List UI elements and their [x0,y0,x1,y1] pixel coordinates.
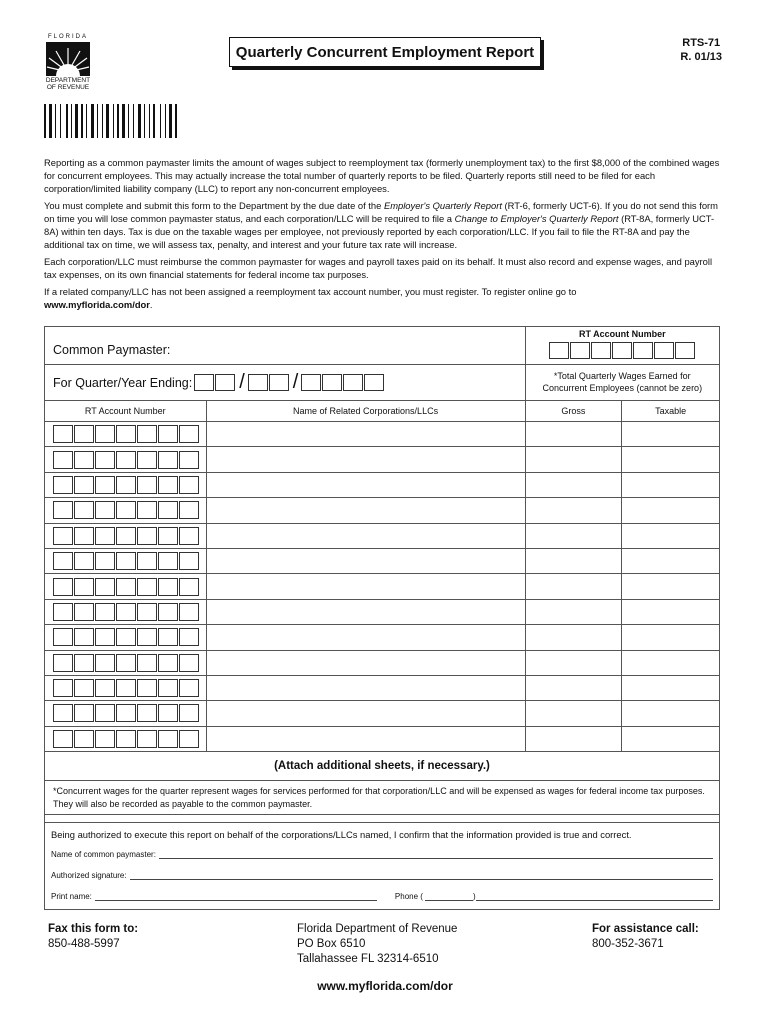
paymaster-rt-account-boxes[interactable] [549,342,696,359]
barcode-bar [117,104,119,138]
row-gross-wages[interactable] [526,600,623,624]
row-related-corp-name[interactable] [207,600,526,624]
row-rt-account-boxes[interactable] [45,651,207,675]
barcode-bar [97,104,98,138]
row-taxable-wages[interactable] [622,473,719,497]
intro-p2-part-c: (RT-6, formerly UCT-6). If you do not send this form on time you will lose common paymaster status, and each corporation/LLC will be required to file a [44,200,718,224]
barcode-bar [49,104,52,138]
row-taxable-wages[interactable] [622,524,719,548]
row-related-corp-name[interactable] [207,701,526,725]
row-gross-wages[interactable] [526,422,623,446]
barcode-bar [44,104,46,138]
barcode-bar [160,104,161,138]
table-row [45,524,719,549]
table-row [45,676,719,701]
total-wages-note-line-1: *Total Quarterly Wages Earned for [553,371,691,381]
row-related-corp-name[interactable] [207,651,526,675]
spacer [45,815,719,823]
certification-block [45,823,719,910]
phone-label: Phone ( [394,892,423,902]
intro-p2-change-ref: Change to Employer's Quarterly Report [454,213,619,224]
barcode-bar [106,104,109,138]
col-related-corps: Name of Related Corporations/LLCs [207,401,526,421]
row-related-corp-name[interactable] [207,422,526,446]
attach-note: (Attach additional sheets, if necessary.) [274,760,490,773]
row-gross-wages[interactable] [526,574,623,598]
row-related-corp-name[interactable] [207,625,526,649]
city: Tallahassee FL 32314-6510 [297,953,439,965]
row-taxable-wages[interactable] [622,447,719,471]
row-related-corp-name[interactable] [207,473,526,497]
barcode-bar [86,104,87,138]
row-related-corp-name[interactable] [207,498,526,522]
row-rt-account-boxes[interactable] [45,473,207,497]
row-rt-account-boxes[interactable] [45,447,207,471]
barcode-bar [55,104,56,138]
intro-p2-part-a: You must complete and submit this form to the Department by the due date of the [44,200,384,211]
col-rt-account: RT Account Number [45,401,207,421]
barcode-bar [60,104,61,138]
row-gross-wages[interactable] [526,727,623,751]
row-taxable-wages[interactable] [622,625,719,649]
row-gross-wages[interactable] [526,701,623,725]
sun-logo-icon [46,42,90,76]
barcode-bar [169,104,172,138]
row-taxable-wages[interactable] [622,422,719,446]
row-rt-account-boxes[interactable] [45,727,207,751]
row-gross-wages[interactable] [526,498,623,522]
date-slash: / [239,371,245,393]
row-taxable-wages[interactable] [622,600,719,624]
row-taxable-wages[interactable] [622,651,719,675]
intro-paragraph-2 [44,199,726,251]
row-taxable-wages[interactable] [622,676,719,700]
table-row [45,625,719,650]
barcode-bar [113,104,114,138]
row-rt-account-boxes[interactable] [45,422,207,446]
row-gross-wages[interactable] [526,549,623,573]
row-taxable-wages[interactable] [622,574,719,598]
row-related-corp-name[interactable] [207,676,526,700]
barcode-bar [149,104,150,138]
signature-line[interactable] [51,871,713,880]
quarter-year-label: For Quarter/Year Ending: [53,375,193,390]
table-row [45,701,719,726]
row-related-corp-name[interactable] [207,447,526,471]
intro-p4-text: If a related company/LLC has not been assigned a reemployment tax account number, you must register. To register online go to [44,286,577,297]
mail-block [297,922,457,967]
name-label: Name of common paymaster: [51,850,156,860]
row-rt-account-boxes[interactable] [45,625,207,649]
report-form [44,326,720,910]
barcode-bar [133,104,134,138]
barcode-bar [122,104,125,138]
table-row [45,727,719,752]
website-link[interactable]: www.myflorida.com/dor [317,979,453,993]
certify-text: Being authorized to execute this report on behalf of the corporations/LLCs named, I confirm that the information provided is true and correct. [51,829,632,841]
barcode-bar [138,104,141,138]
barcode-bar [153,104,155,138]
barcode-bar [175,104,177,138]
dept-name: Florida Department of Revenue [297,923,458,935]
table-row [45,651,719,676]
row-rt-account-boxes[interactable] [45,549,207,573]
row-related-corp-name[interactable] [207,549,526,573]
col-gross: Gross [526,401,623,421]
table-row [45,600,719,625]
barcode-bar [165,104,166,138]
related-corps-table [45,422,719,752]
form-revision: R. 01/13 [680,51,722,63]
row-rt-account-boxes[interactable] [45,676,207,700]
barcode-bar [91,104,94,138]
register-link[interactable]: www.myflorida.com/dor [44,299,150,310]
row-rt-account-boxes[interactable] [45,498,207,522]
intro-text [44,156,726,315]
table-row [45,498,719,523]
fax-number: 850-488-5997 [48,938,120,950]
logo-dept-line-2: OF REVENUE [46,84,90,91]
florida-dor-logo [44,34,92,94]
print-name-label: Print name: [51,892,92,902]
row-rt-account-boxes[interactable] [45,701,207,725]
phone-number-field[interactable] [476,893,713,901]
signature-label: Authorized signature: [51,871,127,881]
po-box: PO Box 6510 [297,938,366,950]
intro-p2-form-ref: Employer's Quarterly Report [383,200,502,211]
rt-account-number-header: RT Account Number [578,329,666,339]
form-number-id: RTS-71 [682,37,721,49]
total-wages-note [526,365,719,400]
barcode-bar [66,104,68,138]
row-rt-account-boxes[interactable] [45,574,207,598]
row-taxable-wages[interactable] [622,727,719,751]
row-related-corp-name[interactable] [207,524,526,548]
intro-paragraph-3: Each corporation/LLC must reimburse the common paymaster for wages and payroll taxes paid on its behalf. It must also record and expense wages, and payroll tax expenses, on its own financial statements for federal income tax purposes. [44,256,713,280]
row-gross-wages[interactable] [526,625,623,649]
logo-dept-line-1: DEPARTMENT [45,77,91,84]
form-number [680,36,722,64]
row-gross-wages[interactable] [526,524,623,548]
row-rt-account-boxes[interactable] [45,600,207,624]
row-gross-wages[interactable] [526,473,623,497]
phone-close: ) [472,892,476,902]
intro-paragraph-4 [44,285,726,311]
row-gross-wages[interactable] [526,447,623,471]
row-taxable-wages[interactable] [622,701,719,725]
intro-p2-part-e: (RT-8A, formerly UCT-8A) within ten days. Tax is due on the taxable wages per employee, not previously reported by each corporation/LLC. If you fail to file the RT-8A and pay the additional tax on time, we will assess tax, penalty, and interest and your future tax rate will increase. [44,213,715,250]
table-row [45,473,719,498]
barcode-bar [75,104,78,138]
assist-label: For assistance call: [592,923,699,935]
col-taxable: Taxable [655,406,687,416]
barcode-bar [102,104,103,138]
fax-block [48,922,138,952]
logo-state-text: FLORIDA [47,34,88,40]
barcode-bar [71,104,72,138]
barcode-bar [81,104,83,138]
barcode [44,104,226,138]
total-wages-note-line-2: Concurrent Employees (cannot be zero) [542,383,703,393]
quarter-date-boxes[interactable] [194,371,385,394]
assist-block [592,922,699,952]
common-paymaster-label: Common Paymaster: [53,342,171,357]
row-related-corp-name[interactable] [207,727,526,751]
phone-area-field[interactable] [425,893,473,901]
intro-paragraph-1: Reporting as a common paymaster limits the amount of wages subject to reemployment tax (formerly unemployment tax) to the first $8,000 of the combined wages for concurrent employees. This may actually increase the total number of quarterly reports to be filed. Quarterly reports still need to be filed for each corporation/limited liability company (LLC) to report any non-concurrent employees. [44,157,720,194]
table-row [45,574,719,599]
barcode-bar [128,104,129,138]
row-gross-wages[interactable] [526,676,623,700]
table-row [45,422,719,447]
row-taxable-wages[interactable] [622,498,719,522]
barcode-bar [144,104,145,138]
assist-number: 800-352-3671 [592,938,664,950]
fax-label: Fax this form to: [48,923,139,935]
form-title: Quarterly Concurrent Employment Report [229,37,541,67]
row-taxable-wages[interactable] [622,549,719,573]
row-rt-account-boxes[interactable] [45,524,207,548]
print-phone-line [51,892,713,901]
table-row [45,447,719,472]
row-related-corp-name[interactable] [207,574,526,598]
date-slash: / [292,371,299,393]
table-row [45,549,719,574]
footnote: *Concurrent wages for the quarter represent wages for services performed for that corporation/LLC and will be expensed as wages for federal income tax purposes. They will also be recorded as payable to the common paymaster. [45,781,719,815]
row-gross-wages[interactable] [526,651,623,675]
print-name-field[interactable] [95,893,377,901]
name-line[interactable] [51,850,713,859]
intro-p4-end: . [149,299,153,310]
